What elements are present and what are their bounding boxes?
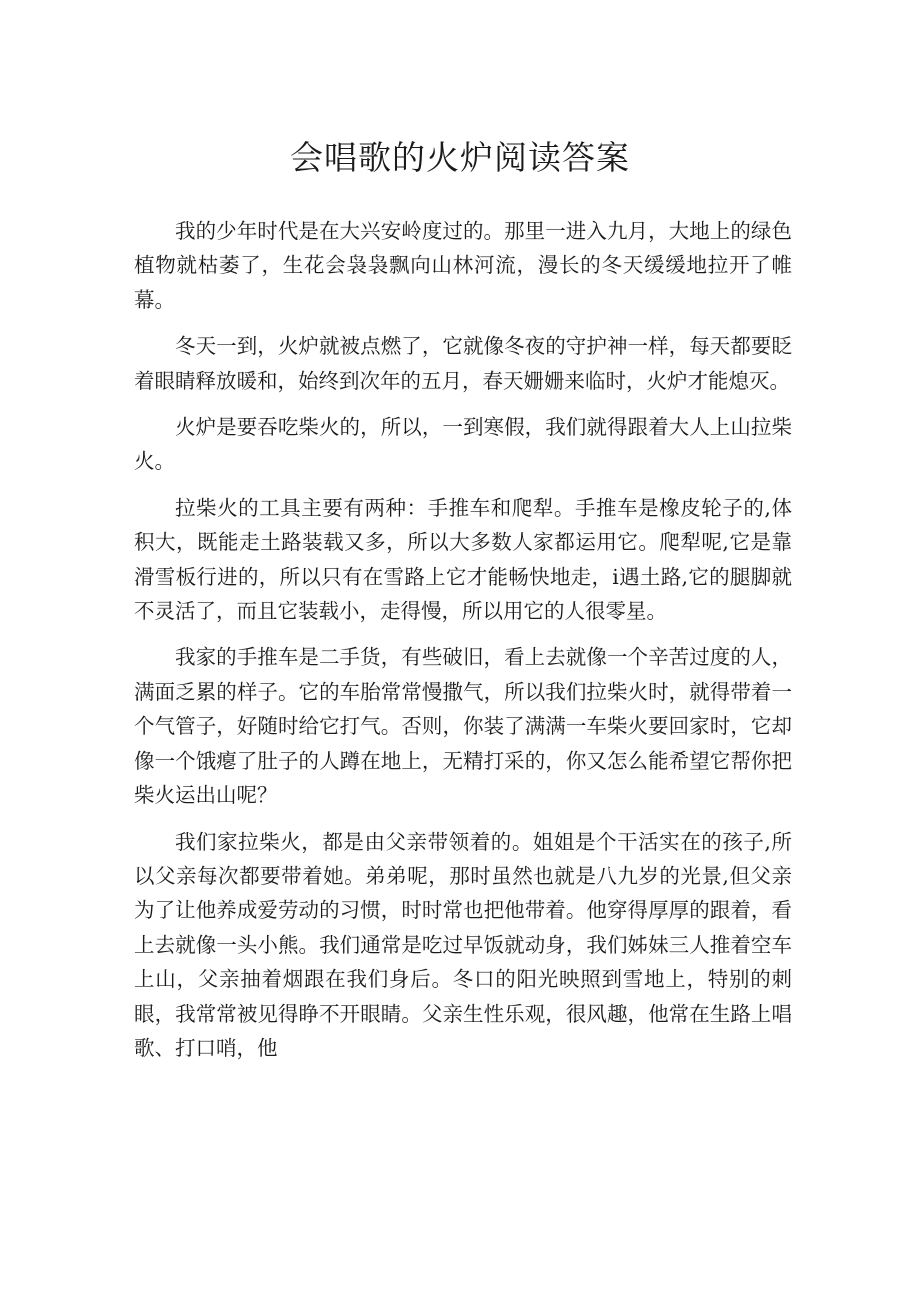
paragraph-1: 我的少年时代是在大兴安岭度过的。那里一进入九月，大地上的绿色植物就枯萎了，生花会袅袅飘向山林河流，漫长的冬天缓缓地拉开了帷幕。 [134, 219, 792, 312]
document-title: 会唱歌的火炉阅读答案 [290, 138, 630, 177]
document-body [134, 214, 792, 1077]
paragraph-4: 拉柴火的工具主要有两种：手推车和爬犁。手推车是橡皮轮子的,体积大，既能走土路装载又多，所以大多数人家都运用它。爬犁呢,它是靠滑雪板行进的，所以只有在雪路上它才能畅快地走，i遇土路,它的腿脚就不灵活了，而且它装载小，走得慢，所以用它的人很零星。 [134, 495, 792, 624]
paragraph-6: 我们家拉柴火，都是由父亲带领着的。姐姐是个干活实在的孩子,所以父亲每次都要带着她。弟弟呢，那时虽然也就是八九岁的光景,但父亲为了让他养成爱劳动的习惯，时时常也把他带着。他穿得厚厚的跟着，看上去就像一头小熊。我们通常是吃过早饭就动身，我们姊妹三人推着空车上山，父亲抽着烟跟在我们身后。冬口的阳光映照到雪地上，特别的刺眼，我常常被见得睁不开眼睛。父亲生性乐观，很风趣，他常在生路上唱歌、打口哨，他 [134, 829, 792, 1060]
paragraph-2: 冬天一到，火炉就被点燃了，它就像冬夜的守护神一样，每天都要眨着眼睛释放暖和，始终到次年的五月，春天姗姗来临时，火炉才能熄灭。 [134, 334, 792, 393]
paragraph-5: 我家的手推车是二手货，有些破旧，看上去就像一个辛苦过度的人，满面乏累的样子。它的车胎常常慢撒气，所以我们拉柴火时，就得带着一个气管子，好随时给它打气。否则，你装了满满一车柴火要回家时，它却像一个饿瘪了肚子的人蹲在地上，无精打采的，你又怎么能希望它帮你把柴火运出山呢？ [134, 645, 792, 808]
paragraph-3: 火炉是要吞吃柴火的，所以，一到寒假，我们就得跟着大人上山拉柴火。 [134, 415, 792, 474]
